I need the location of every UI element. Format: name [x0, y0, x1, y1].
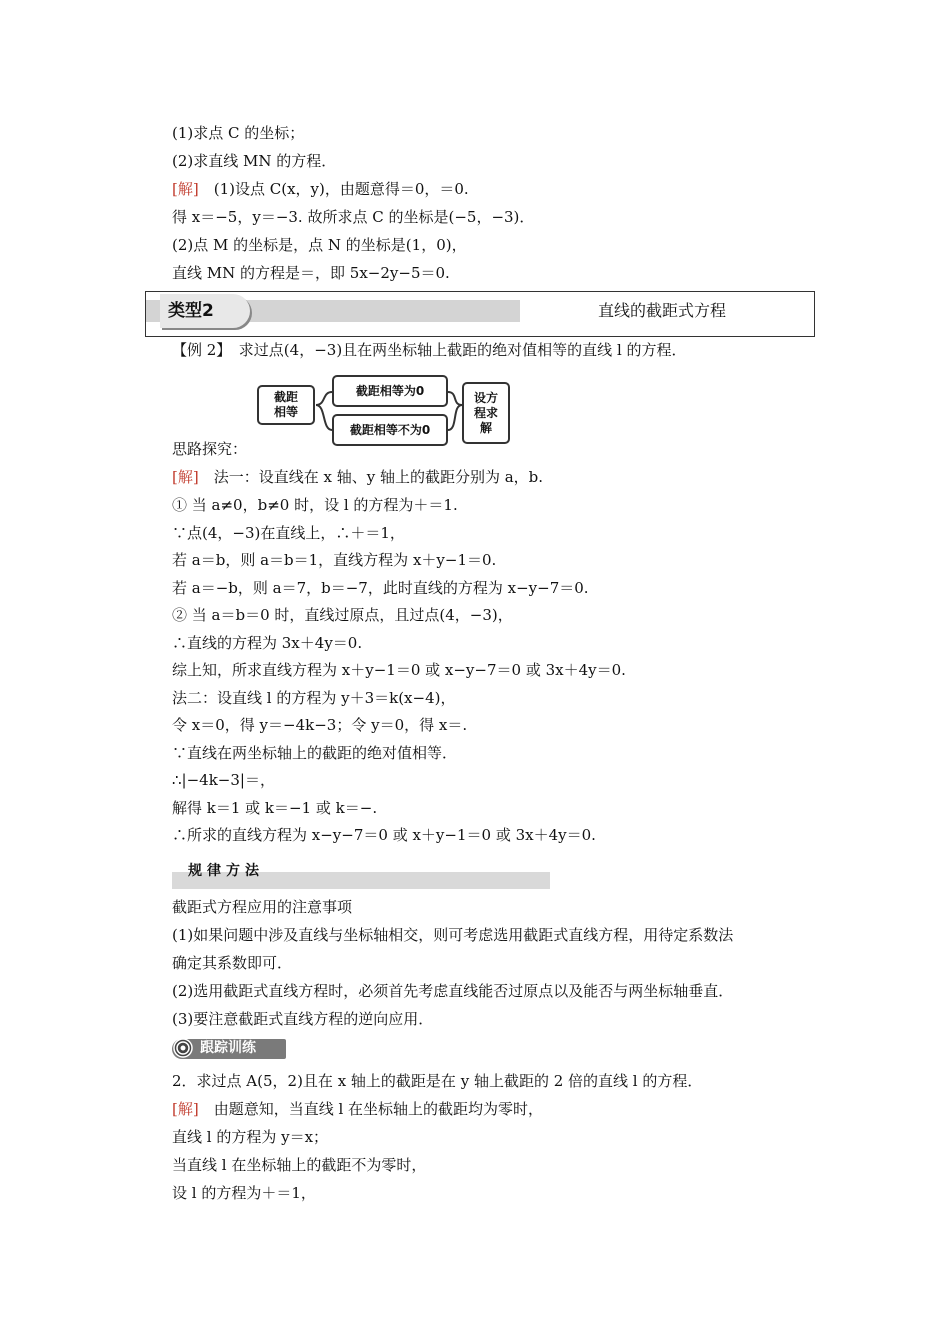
target-icon — [173, 1038, 193, 1058]
solution-text: 法一：设直线在 x 轴、y 轴上的截距分别为 a，b. — [198, 468, 544, 486]
solution-line: 令 x＝0，得 y＝−4k−3；令 y＝0，得 x＝. — [172, 716, 468, 734]
solution-line: ② 当 a＝b＝0 时，直线过原点，且过点(4，−3)， — [172, 606, 513, 624]
solution-line: 设 l 的方程为＋＝1， — [172, 1184, 316, 1202]
type-title: 直线的截距式方程 — [598, 301, 727, 320]
solution-line: ① 当 a≠0，b≠0 时，设 l 的方程为＋＝1. — [172, 496, 458, 514]
solution-line: (2)点 M 的坐标是，点 N 的坐标是(1，0)， — [172, 236, 467, 254]
method-point: (3)要注意截距式直线方程的逆向应用． — [172, 1010, 434, 1028]
flow-top-box: 截距相等为0 — [332, 375, 448, 407]
type-label: 类型2 — [160, 294, 250, 328]
flow-bottom-box: 截距相等不为0 — [332, 414, 448, 446]
solution-line: 若 a＝b，则 a＝b＝1，直线方程为 x＋y−1＝0. — [172, 551, 497, 569]
solution-line: ∵点(4，−3)在直线上，∴＋＝1， — [172, 524, 405, 542]
solution-text: (1)设点 C(x，y)，由题意得＝0，＝0. — [198, 180, 469, 198]
solution-line: 解得 k＝1 或 k＝−1 或 k＝−. — [172, 799, 378, 817]
solution-line: ∴|−4k−3|＝， — [172, 771, 275, 789]
method-point: (2)选用截距式直线方程时，必须首先考虑直线能否过原点以及能否与两坐标轴垂直． — [172, 982, 734, 1000]
solution-line: ∵直线在两坐标轴上的截距的绝对值相等． — [172, 744, 458, 762]
solution-tag: [解] — [172, 468, 199, 486]
flow-start-box: 截距 相等 — [257, 385, 315, 425]
solution-tag: [解] — [172, 180, 199, 198]
tracking-label: 跟踪训练 — [200, 1040, 256, 1056]
method-point: 确定其系数即可． — [172, 954, 293, 972]
flow-end-box: 设方 程求 解 — [462, 382, 510, 444]
question-part-2: (2)求直线 MN 的方程． — [172, 152, 337, 170]
solution-line: 法二：设直线 l 的方程为 y＋3＝k(x−4)， — [172, 689, 456, 707]
solution-line: 若 a＝−b，则 a＝7，b＝−7，此时直线的方程为 x−y−7＝0. — [172, 579, 589, 597]
example-title: 【例 2】 求过点(4，−3)且在两坐标轴上截距的绝对值相等的直线 l 的方程． — [172, 341, 687, 359]
thinking-label: 思路探究： — [172, 440, 248, 458]
method-title: 截距式方程应用的注意事项 — [172, 898, 353, 916]
solution-line: 直线 MN 的方程是＝，即 5x−2y−5＝0. — [172, 264, 450, 282]
solution-tag: [解] — [172, 1100, 199, 1118]
solution-line: 当直线 l 在坐标轴上的截距不为零时， — [172, 1156, 427, 1174]
solution-line: 得 x＝−5，y＝−3. 故所求点 C 的坐标是(−5，−3)． — [172, 208, 535, 226]
solution-line — [172, 466, 543, 488]
solution-line — [172, 1098, 543, 1120]
method-label: 规律方法 — [188, 863, 264, 879]
solution-line: 直线 l 的方程为 y＝x； — [172, 1128, 329, 1146]
exercise-question: 2．求过点 A(5，2)且在 x 轴上的截距是在 y 轴上截距的 2 倍的直线 l 的方程． — [172, 1072, 703, 1090]
solution-text: 由题意知，当直线 l 在坐标轴上的截距均为零时， — [198, 1100, 544, 1118]
solution-line: ∴直线的方程为 3x＋4y＝0. — [172, 634, 363, 652]
question-part-1: (1)求点 C 的坐标； — [172, 124, 305, 142]
solution-line: 综上知，所求直线方程为 x＋y−1＝0 或 x−y−7＝0 或 3x＋4y＝0. — [172, 661, 626, 679]
solution-line: ∴所求的直线方程为 x−y−7＝0 或 x＋y−1＝0 或 3x＋4y＝0. — [172, 826, 596, 844]
method-point: (1)如果问题中涉及直线与坐标轴相交，则可考虑选用截距式直线方程，用待定系数法 — [172, 926, 734, 944]
